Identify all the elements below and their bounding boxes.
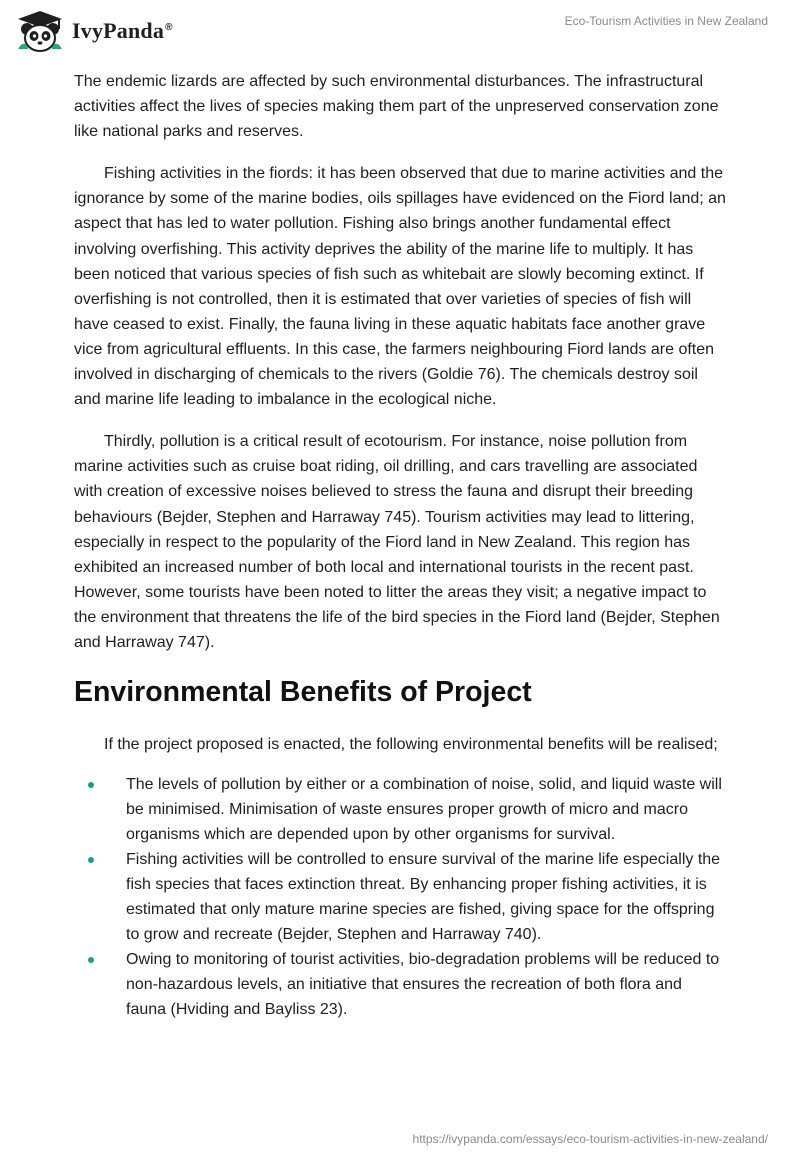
- list-item: [74, 847, 726, 947]
- list-item-text: Fishing activities will be controlled to ensure survival of the marine life especially the fish species that faces extinction threat. By enhancing proper fishing activities, it is estimated that only mature marine species are fished, giving space for the offspring to grow and recreate (Bejder, Stephen and Harraway 740).: [126, 851, 721, 944]
- panda-graduate-icon: [14, 9, 66, 53]
- section-heading: Environmental Benefits of Project: [74, 676, 532, 709]
- bullet-icon: [88, 957, 94, 963]
- logo-text: IvyPanda®: [72, 18, 173, 43]
- page-header: [0, 0, 800, 62]
- bullet-icon: [88, 857, 94, 863]
- list-item-text: Owing to monitoring of tourist activities, bio-degradation problems will be reduced to non-hazardous levels, an initiative that ensures the recreation of both flora and fauna (Hviding and Bayliss 23).: [126, 951, 720, 1019]
- paragraph-3: Thirdly, pollution is a critical result of ecotourism. For instance, noise pollution from marine activities such as cruise boat riding, oil drilling, and cars travelling are associated with creation of excessive noises believed to stress the fauna and disrupt their breeding behaviours (Bejder, Stephen and Harraway 745). Tourism activities may lead to littering, especially in respect to the popularity of the Fiord land in New Zealand. This region has exhibited an increased number of both local and international tourists in the recent past. However, some tourists have been noted to litter the areas they visit; a negative impact to the environment that threatens the life of the bird species in the Fiord land (Bejder, Stephen and Harraway 747).: [74, 433, 720, 651]
- ivypanda-logo[interactable]: [14, 9, 214, 53]
- list-item-text: The levels of pollution by either or a combination of noise, solid, and liquid waste will be minimised. Minimisation of waste ensures proper growth of micro and macro organisms which are depended upon by other organisms for survival.: [126, 776, 722, 844]
- paragraph-4: If the project proposed is enacted, the following environmental benefits will be realised;: [104, 736, 718, 754]
- bullet-icon: [88, 782, 94, 788]
- source-url-link[interactable]: https://ivypanda.com/essays/eco-tourism-activities-in-new-zealand/: [412, 1132, 768, 1146]
- paragraph-2: Fishing activities in the fiords: it has been observed that due to marine activities and the ignorance by some of the marine bodies, oils spillages have evidenced on the Fiord land; an aspect that has led to water pollution. Fishing also brings another fundamental effect involving overfishing. This activity deprives the ability of the marine life to multiply. It has been noticed that various species of fish such as whitebait are slowly becoming extinct. If overfishing is not controlled, then it is estimated that over varieties of species of fish will have ceased to exist. Finally, the fauna living in these aquatic habitats face another grave vice from agricultural effluents. In this case, the farmers neighbouring Fiord lands are often involved in discharging of chemicals to the rivers (Goldie 76). The chemicals destroy soil and marine life leading to imbalance in the ecological niche.: [74, 165, 726, 409]
- document-title: Eco-Tourism Activities in New Zealand: [564, 14, 768, 28]
- paragraph-1: The endemic lizards are affected by such environmental disturbances. The infrastructural activities affect the lives of species making them part of the unpreserved conservation zone like national parks and reserves.: [74, 73, 719, 141]
- benefits-list: [74, 772, 726, 1022]
- essay-body: [74, 69, 726, 1022]
- list-item: [74, 947, 726, 1022]
- list-item: [74, 772, 726, 847]
- registered-mark: ®: [165, 21, 173, 33]
